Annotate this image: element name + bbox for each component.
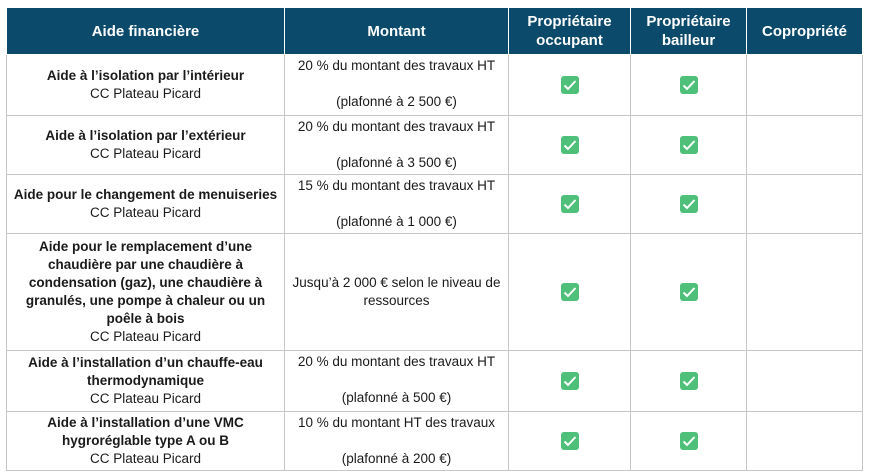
table-header-row — [7, 8, 863, 55]
aid-cell — [7, 55, 285, 116]
amount-cell — [285, 412, 509, 471]
amount-cell — [285, 234, 509, 351]
coownership-cell — [747, 351, 863, 412]
check-icon — [561, 76, 579, 94]
coownership-cell — [747, 234, 863, 351]
table-row — [7, 175, 863, 234]
check-icon — [561, 195, 579, 213]
amount-cap: (plafonné à 200 €) — [341, 451, 452, 466]
owner-landlord-cell — [631, 234, 747, 351]
amount-rate: 15 % du montant des travaux HT — [297, 178, 496, 193]
aid-title: Aide pour le changement de menuiseries — [13, 187, 278, 202]
amount-cell — [285, 175, 509, 234]
check-icon — [680, 432, 698, 450]
owner-landlord-cell — [631, 55, 747, 116]
amount-cell — [285, 116, 509, 175]
check-icon — [680, 136, 698, 154]
amount-cap: (plafonné à 3 500 €) — [336, 155, 457, 170]
aid-organization: CC Plateau Picard — [89, 451, 202, 466]
check-icon — [680, 76, 698, 94]
amount-rate: 20 % du montant des travaux HT — [297, 119, 496, 134]
check-icon — [680, 283, 698, 301]
aid-cell — [7, 116, 285, 175]
owner-occupant-cell — [509, 55, 631, 116]
amount-rate: 10 % du montant HT des travaux — [297, 415, 496, 430]
table-row — [7, 412, 863, 471]
amount-rate: Jusqu’à 2 000 € selon le niveau de ressources — [292, 275, 501, 308]
aid-title: Aide à l’isolation par l’intérieur — [46, 68, 245, 83]
aid-organization: CC Plateau Picard — [89, 86, 202, 101]
check-icon — [561, 432, 579, 450]
header-amount: Montant — [285, 8, 509, 55]
amount-rate: 20 % du montant des travaux HT — [297, 58, 496, 73]
header-coownership: Copropriété — [747, 8, 863, 55]
aid-title: Aide à l’installation d’une VMC hygroréglable type A ou B — [47, 415, 244, 448]
owner-occupant-cell — [509, 234, 631, 351]
owner-occupant-cell — [509, 351, 631, 412]
aid-cell — [7, 412, 285, 471]
aid-cell — [7, 175, 285, 234]
amount-cell — [285, 351, 509, 412]
table-row — [7, 55, 863, 116]
aid-organization: CC Plateau Picard — [89, 329, 202, 344]
check-icon — [680, 195, 698, 213]
amount-cap: (plafonné à 500 €) — [341, 390, 452, 405]
coownership-cell — [747, 116, 863, 175]
aid-title: Aide à l’installation d’un chauffe-eau thermodynamique — [28, 355, 263, 388]
aid-title: Aide à l’isolation par l’extérieur — [45, 128, 246, 143]
aid-organization: CC Plateau Picard — [89, 391, 202, 406]
header-aid: Aide financière — [7, 8, 285, 55]
owner-occupant-cell — [509, 175, 631, 234]
check-icon — [561, 372, 579, 390]
amount-cell — [285, 55, 509, 116]
aid-cell — [7, 234, 285, 351]
table-row — [7, 116, 863, 175]
header-owner-occupant: Propriétaire occupant — [509, 8, 631, 55]
coownership-cell — [747, 412, 863, 471]
aid-organization: CC Plateau Picard — [89, 146, 202, 161]
owner-occupant-cell — [509, 412, 631, 471]
financial-aid-table — [6, 7, 863, 471]
owner-landlord-cell — [631, 412, 747, 471]
amount-cap: (plafonné à 2 500 €) — [336, 94, 457, 109]
header-owner-landlord: Propriétaire bailleur — [631, 8, 747, 55]
amount-rate: 20 % du montant des travaux HT — [297, 354, 496, 369]
check-icon — [561, 136, 579, 154]
coownership-cell — [747, 55, 863, 116]
coownership-cell — [747, 175, 863, 234]
owner-landlord-cell — [631, 116, 747, 175]
aid-title: Aide pour le remplacement d’une chaudière par une chaudière à condensation (gaz), une chaudière à granulés, une pompe à chaleur ou un poêle à bois — [25, 239, 266, 326]
aid-organization: CC Plateau Picard — [89, 205, 202, 220]
amount-cap: (plafonné à 1 000 €) — [336, 214, 457, 229]
table-row — [7, 234, 863, 351]
owner-landlord-cell — [631, 351, 747, 412]
owner-occupant-cell — [509, 116, 631, 175]
aid-cell — [7, 351, 285, 412]
check-icon — [680, 372, 698, 390]
owner-landlord-cell — [631, 175, 747, 234]
table-row — [7, 351, 863, 412]
check-icon — [561, 283, 579, 301]
